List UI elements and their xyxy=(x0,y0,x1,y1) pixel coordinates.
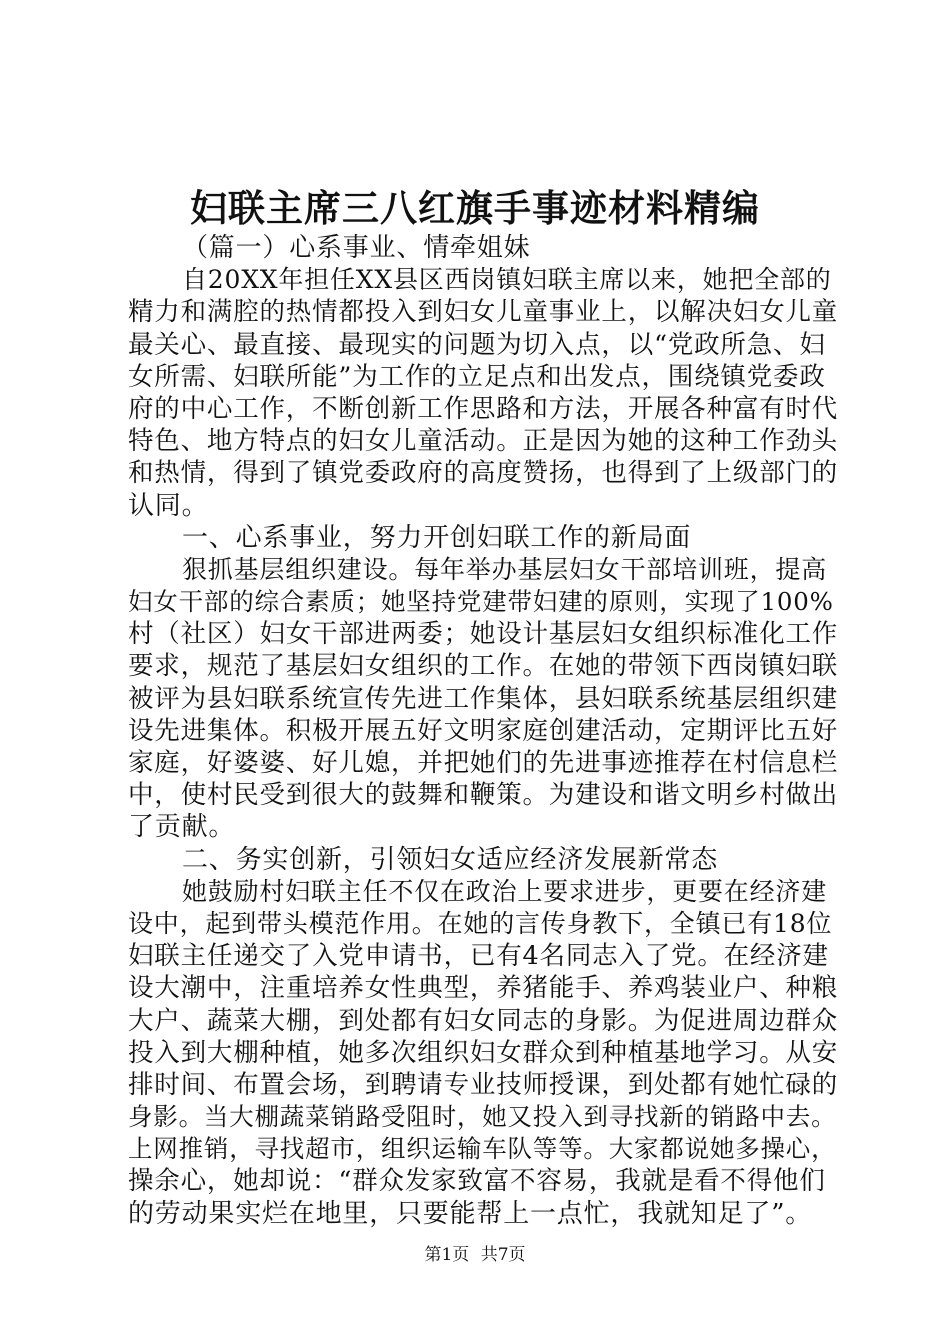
body-line: 府的中心工作，不断创新工作思路和方法，开展各种富有时代 xyxy=(128,393,839,424)
body-line: 大户、蔬菜大棚，到处都有妇女同志的身影。为促进周边群众 xyxy=(128,1005,839,1036)
body-line: 被评为县妇联系统宣传先进工作集体，县妇联系统基层组织建 xyxy=(128,683,839,714)
body-line: 村（社区）妇女干部进两委；她设计基层妇女组织标准化工作 xyxy=(128,619,839,650)
body-line: 排时间、布置会场，到聘请专业技师授课，到处都有她忙碌的 xyxy=(128,1069,839,1100)
body-line: 投入到大棚种植，她多次组织妇女群众到种植基地学习。从安 xyxy=(128,1037,839,1068)
body-line: 要求，规范了基层妇女组织的工作。在她的带领下西岗镇妇联 xyxy=(128,651,839,682)
body-line: 二、务实创新，引领妇女适应经济发展新常态 xyxy=(182,844,719,875)
document-body xyxy=(128,232,838,1230)
body-line: 操余心，她却说：“群众发家致富不容易，我就是看不得他们 xyxy=(128,1166,826,1197)
body-line: 妇女干部的综合素质；她坚持党建带妇建的原则，实现了100% xyxy=(128,587,834,617)
body-line: 和热情，得到了镇党委政府的高度赞扬，也得到了上级部门的 xyxy=(128,458,839,489)
document-title: 妇联主席三八红旗手事迹材料精编 xyxy=(190,186,760,230)
body-line: 上网推销，寻找超市，组织运输车队等等。大家都说她多操心， xyxy=(128,1134,837,1164)
body-line: 一、心系事业，努力开创妇联工作的新局面 xyxy=(182,522,692,553)
body-line: 认同。 xyxy=(128,490,209,521)
body-line: 自20XX年担任XX县区西岗镇妇联主席以来，她把全部的 xyxy=(182,265,832,295)
body-line: 设先进集体。积极开展五好文明家庭创建活动，定期评比五好 xyxy=(128,715,839,746)
body-line: 精力和满腔的热情都投入到妇女儿童事业上，以解决妇女儿童 xyxy=(128,297,839,328)
page-number: 第1页 xyxy=(424,1245,470,1265)
body-line: 家庭，好婆婆、好儿媳，并把她们的先进事迹推荐在村信息栏 xyxy=(128,748,839,778)
body-line: 了贡献。 xyxy=(128,812,236,843)
body-line: 最关心、最直接、最现实的问题为切入点，以“党政所急、妇 xyxy=(128,329,826,360)
page-footer xyxy=(0,1243,950,1267)
body-line: 她鼓励村妇联主任不仅在政治上要求进步，更要在经济建 xyxy=(182,876,828,906)
body-line: 妇联主任递交了入党申请书，已有4名同志入了党。在经济建 xyxy=(128,941,829,972)
body-line: 特色、地方特点的妇女儿童活动。正是因为她的这种工作劲头 xyxy=(128,426,839,457)
body-line: 女所需、妇联所能”为工作的立足点和出发点，围绕镇党委政 xyxy=(128,361,826,392)
body-line: 设中，起到带头模范作用。在她的言传身教下，全镇已有18位 xyxy=(128,908,833,938)
body-line: 的劳动果实烂在地里，只要能帮上一点忙，我就知足了”。 xyxy=(128,1198,813,1229)
page-total: 共7页 xyxy=(480,1245,526,1265)
body-line: 中，使村民受到很大的鼓舞和鞭策。为建设和谐文明乡村做出 xyxy=(128,780,839,811)
body-line: 设大潮中，注重培养女性典型，养猪能手、养鸡装业户、种粮 xyxy=(128,973,839,1004)
body-line: （篇一）心系事业、情牵姐妹 xyxy=(182,233,531,263)
body-line: 身影。当大棚蔬菜销路受阻时，她又投入到寻找新的销路中去。 xyxy=(128,1102,837,1132)
body-line: 狠抓基层组织建设。每年举办基层妇女干部培训班，提高 xyxy=(182,554,828,584)
